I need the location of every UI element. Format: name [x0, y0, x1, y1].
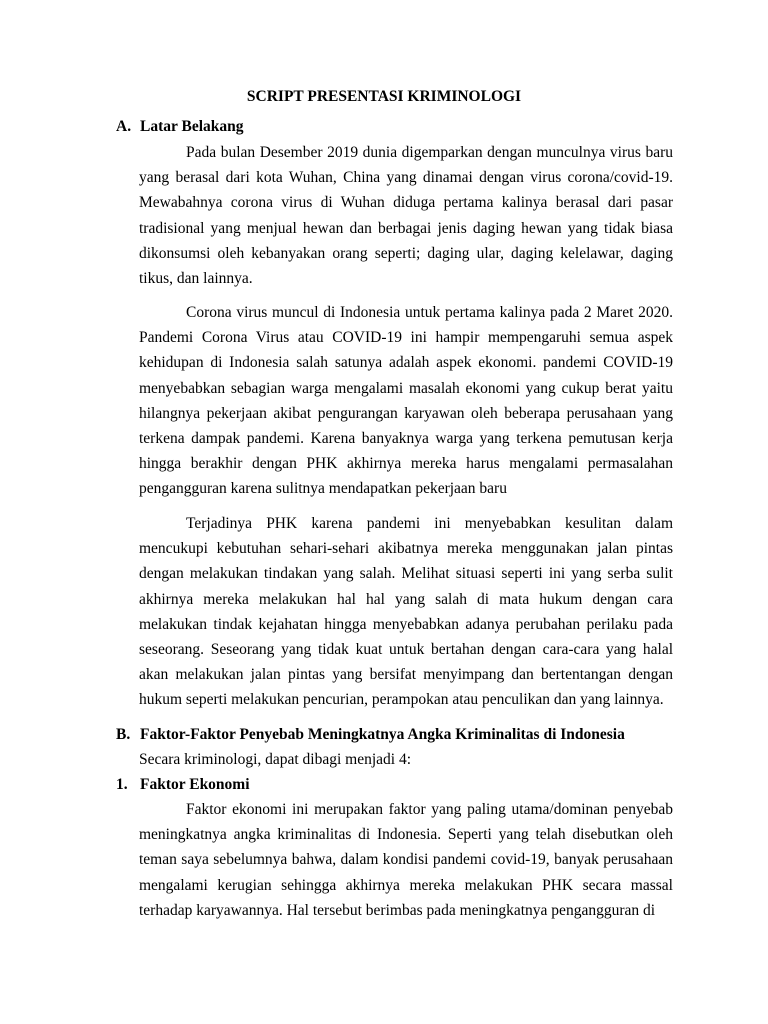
- item-1-title: Faktor Ekonomi: [140, 776, 250, 793]
- section-b-marker: B.: [116, 726, 131, 743]
- section-b-intro: Secara kriminologi, dapat dibagi menjadi 4:: [139, 751, 412, 768]
- item-1-paragraph: Faktor ekonomi ini merupakan faktor yang paling utama/dominan penyebab meningkatnya angka kriminalitas di Indonesia. Seperti yang telah disebutkan oleh teman saya sebelumnya bahwa, dalam kondisi pandemi covid-19, banyak perusahaan mengalami kerugian sehingga akhirnya mereka melakukan PHK secara massal terhadap karyawannya. Hal tersebut berimbas pada meningkatnya pengangguran di: [139, 801, 673, 919]
- section-a-paragraph-2: Corona virus muncul di Indonesia untuk pertama kalinya pada 2 Maret 2020. Pandemi Corona Virus atau COVID-19 ini hampir mempengaruhi semua aspek kehidupan di Indonesia salah satunya adalah aspek ekonomi. pandemi COVID-19 menyebabkan sebagian warga mengalami masalah ekonomi yang cukup berat yaitu hilangnya pekerjaan akibat pengurangan karyawan oleh beberapa perusahaan yang terkena dampak pandemi. Karena banyaknya warga yang terkena pemutusan kerja hingga berakhir dengan PHK akhirnya mereka harus mengalami permasalahan pengangguran karena sulitnya mendapatkan pekerjaan baru: [139, 304, 673, 498]
- item-1-marker: 1.: [116, 776, 128, 793]
- section-a-title: Latar Belakang: [140, 118, 244, 135]
- section-a-paragraph-1: Pada bulan Desember 2019 dunia digemparkan dengan munculnya virus baru yang berasal dari kota Wuhan, China yang dinamai dengan virus corona/covid-19. Mewabahnya corona virus di Wuhan diduga pertama kalinya berasal dari pasar tradisional yang menjual hewan dan berbagai jenis daging hewan yang tidak biasa dikonsumsi oleh kebanyakan orang seperti; daging ular, daging kelelawar, daging tikus, dan lainnya.: [139, 144, 673, 288]
- section-a-marker: A.: [116, 118, 132, 135]
- section-b-title: Faktor-Faktor Penyebab Meningkatnya Angka Kriminalitas di Indonesia: [140, 726, 625, 743]
- section-a-paragraph-3: Terjadinya PHK karena pandemi ini menyebabkan kesulitan dalam mencukupi kebutuhan sehari-sehari akibatnya mereka menggunakan jalan pintas dengan melakukan tindakan yang salah. Melihat situasi seperti ini yang serba sulit akhirnya mereka melakukan hal hal yang salah di mata hukum dengan cara melakukan tindak kejahatan hingga menyebabkan adanya perubahan perilaku pada seseorang. Seseorang yang tidak kuat untuk bertahan dengan cara-cara yang halal akan melakukan jalan pintas yang bersifat menyimpang dan bertentangan dengan hukum seperti melakukan pencurian, perampokan atau penculikan dan yang lainnya.: [139, 515, 673, 709]
- document-title: SCRIPT PRESENTASI KRIMINOLOGI: [246, 88, 522, 105]
